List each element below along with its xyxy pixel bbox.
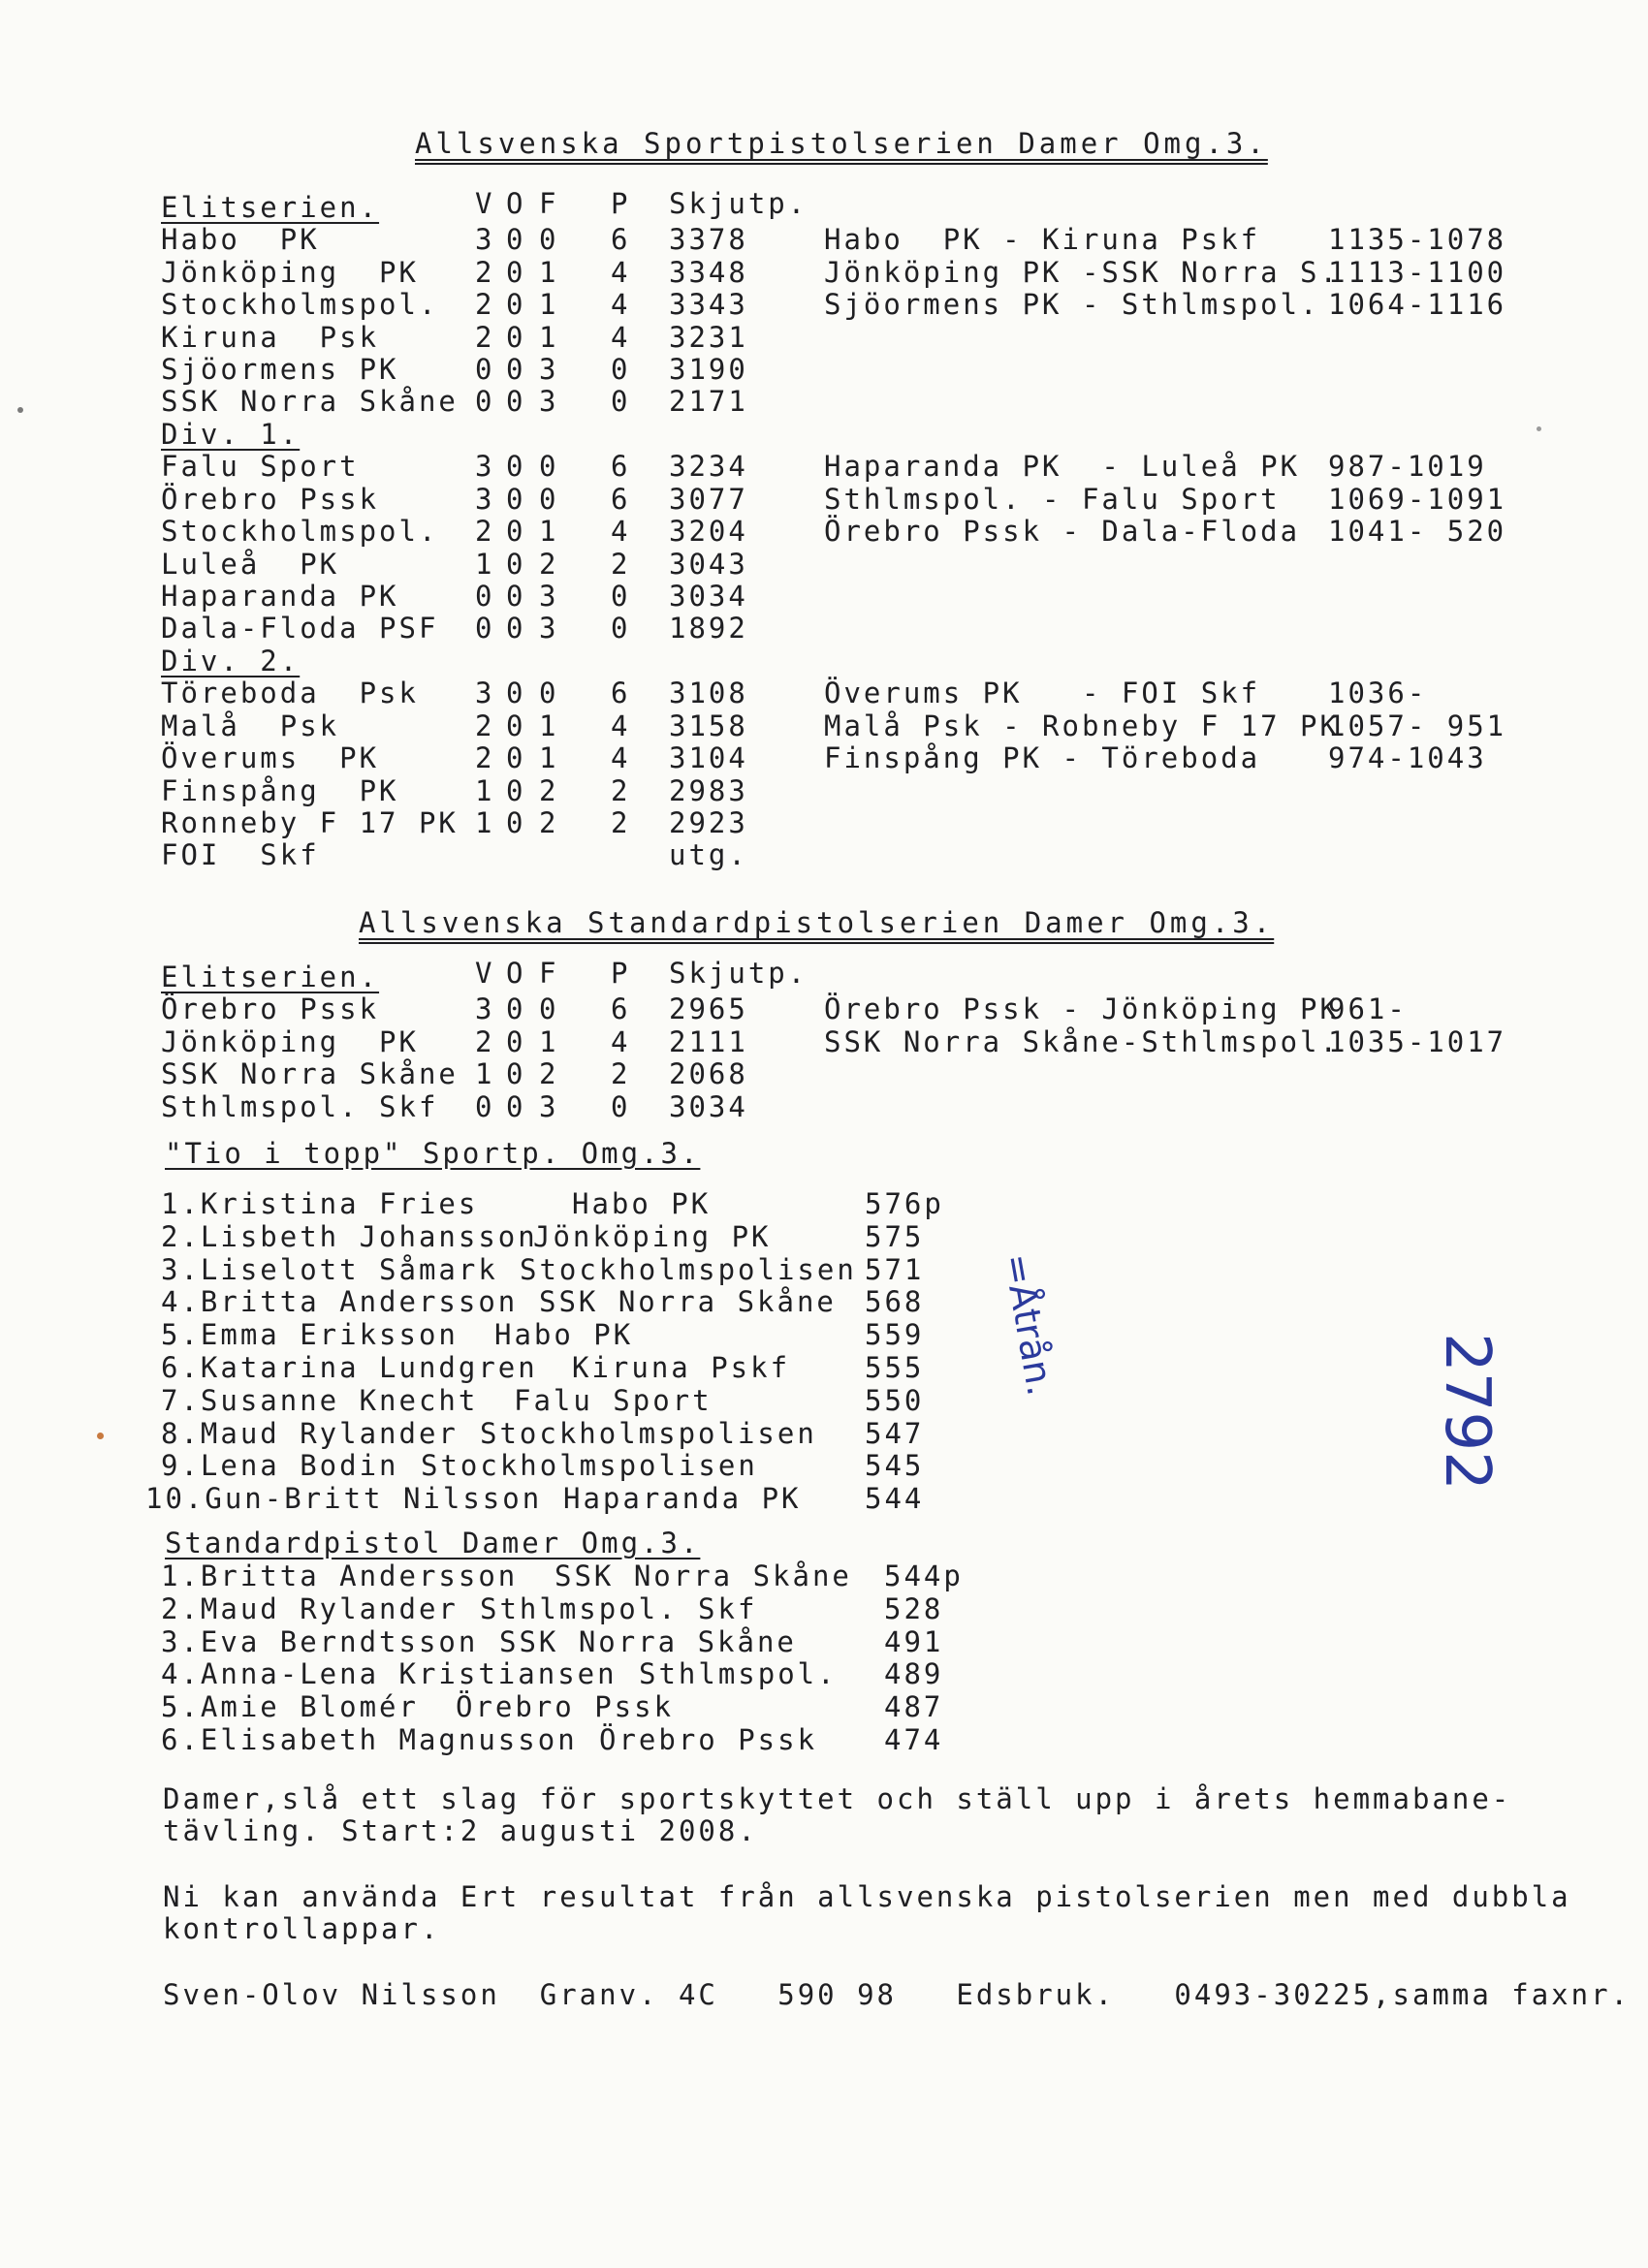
div2-team-name: Malå Psk [161,709,340,742]
div2-losses: 2 [539,806,559,839]
div2-wins: 1 [475,773,495,807]
elit-match-score: 1113-1100 [1328,255,1507,289]
elit-team-name: Jönköping PK [161,255,419,289]
div1-match: Sthlmspol. - Falu Sport [824,482,1281,516]
div1-shooting-points: 3077 [669,482,748,516]
div2-shooting-points: utg. [669,838,748,872]
div1-match-score: 987-1019 [1328,450,1487,484]
div1-losses: 0 [539,482,559,516]
elit-points: 4 [611,255,631,289]
top-ten-score: 568 [865,1285,925,1319]
std-elit-column-header: Skjutp. [669,957,808,990]
std-elit-wins: 3 [475,992,495,1026]
std-elit-points: 2 [611,1057,631,1091]
std-elit-losses: 2 [539,1057,559,1091]
sport-series-title: Allsvenska Sportpistolserien Damer Omg.3. [415,127,1268,160]
top-ten-score: 576p [865,1187,944,1220]
div1-team-name: Stockholmspol. [161,515,439,549]
elit-team-name: Stockholmspol. [161,288,439,322]
elit-match: Jönköping PK -SSK Norra S. [824,255,1340,289]
contact-line: Sven-Olov Nilsson Granv. 4C 590 98 Edsbruk. 0493-30225,samma faxnr. [163,1978,1632,2011]
top-ten-name: 9.Lena Bodin [161,1449,399,1483]
std-elit-points: 4 [611,1024,631,1058]
top-ten-heading: "Tio i topp" Sportp. Omg.3. [165,1137,701,1170]
standard-pistol-club: Sthlmspol. Skf [480,1591,758,1625]
std-elit-shooting-points: 3034 [669,1089,748,1123]
std-elit-column-header: V [475,957,495,990]
div1-wins: 2 [475,515,495,549]
standard-pistol-name: 5.Amie Blomér [161,1690,419,1724]
standard-pistol-club: Örebro Pssk [599,1723,818,1756]
standard-series-title: Allsvenska Standardpistolserien Damer Omg.3. [359,906,1275,939]
elit-draws: 0 [506,320,526,354]
std-elit-losses: 0 [539,992,559,1026]
top-ten-club: Kiruna Pskf [572,1351,791,1384]
std-elit-shooting-points: 2068 [669,1057,748,1091]
top-ten-club: Haparanda PK [563,1482,802,1516]
top-ten-score: 547 [865,1416,925,1450]
div2-draws: 0 [506,773,526,807]
div1-wins: 3 [475,450,495,484]
elit-draws: 0 [506,223,526,257]
elit-losses: 1 [539,320,559,354]
standard-pistol-name: 2.Maud Rylander [161,1591,459,1625]
elit-match-score: 1135-1078 [1328,223,1507,257]
top-ten-club: SSK Norra Skåne [539,1285,837,1319]
elit-points: 0 [611,353,631,386]
div2-shooting-points: 2923 [669,806,748,839]
std-elit-wins: 1 [475,1057,495,1091]
div1-points: 6 [611,482,631,516]
elit-team-name: Kiruna Psk [161,320,380,354]
top-ten-name: 4.Britta Andersson [161,1285,519,1319]
div2-points: 2 [611,806,631,839]
div1-match-score: 1041- 520 [1328,515,1507,549]
div2-shooting-points: 3158 [669,709,748,742]
div2-team-name: Töreboda Psk [161,677,419,710]
elit-points: 0 [611,385,631,419]
standard-pistol-club: SSK Norra Skåne [499,1624,797,1658]
elit-team-name: SSK Norra Skåne [161,385,459,419]
div1-points: 0 [611,612,631,646]
div2-draws: 0 [506,709,526,742]
elit-wins: 0 [475,385,495,419]
elit-match: Sjöormens PK - Sthlmspol. [824,288,1320,322]
elit-losses: 1 [539,255,559,289]
div1-match-score: 1069-1091 [1328,482,1507,516]
div2-team-name: Finspång PK [161,773,399,807]
div2-heading: Div. 2. [161,645,301,677]
div2-wins: 3 [475,677,495,710]
elit-draws: 0 [506,385,526,419]
div1-draws: 0 [506,547,526,581]
top-ten-name: 8.Maud Rylander [161,1416,459,1450]
div1-heading: Div. 1. [161,418,301,451]
top-ten-club: Stockholmspolisen [520,1252,857,1286]
elit-team-name: Sjöormens PK [161,353,399,386]
elit-losses: 0 [539,223,559,257]
top-ten-club: Jönköping PK [533,1219,772,1253]
std-elit-losses: 3 [539,1089,559,1123]
elit-wins: 3 [475,223,495,257]
div2-team-name: FOI Skf [161,838,320,872]
elit-column-header: O [506,187,526,220]
std-elit-losses: 1 [539,1024,559,1058]
standard-pistol-name: 6.Elisabeth Magnusson [161,1723,578,1756]
elit-shooting-points: 3348 [669,255,748,289]
div2-wins: 2 [475,709,495,742]
div1-wins: 0 [475,612,495,646]
div2-wins: 2 [475,741,495,775]
div1-points: 2 [611,547,631,581]
div2-match-score: 1036- [1328,677,1428,710]
std-elit-wins: 0 [475,1089,495,1123]
top-ten-score: 571 [865,1252,925,1286]
div1-shooting-points: 1892 [669,612,748,646]
div1-team-name: Haparanda PK [161,580,399,613]
top-ten-club: Habo PK [494,1318,634,1352]
top-ten-score: 544 [865,1482,925,1516]
elit-draws: 0 [506,255,526,289]
standard-pistol-score: 544p [884,1559,964,1592]
elit-column-header: P [611,187,631,220]
elit-shooting-points: 3343 [669,288,748,322]
elit-match-score: 1064-1116 [1328,288,1507,322]
top-ten-name: 3.Liselott Såmark [161,1252,498,1286]
std-elit-team-name: Örebro Pssk [161,992,380,1026]
top-ten-club: Habo PK [572,1187,712,1220]
std-elit-column-header: P [611,957,631,990]
elit-losses: 1 [539,288,559,322]
div2-match: Finspång PK - Töreboda [824,741,1261,775]
div2-points: 4 [611,709,631,742]
div1-draws: 0 [506,612,526,646]
standard-pistol-score: 474 [884,1723,944,1756]
div1-shooting-points: 3034 [669,580,748,613]
scan-speck [97,1433,104,1439]
div1-wins: 3 [475,482,495,516]
std-elit-wins: 2 [475,1024,495,1058]
div2-match: Malå Psk - Robneby F 17 PK [824,709,1340,742]
standard-pistol-name: 3.Eva Berndtsson [161,1624,479,1658]
top-ten-club: Stockholmspolisen [480,1416,817,1450]
div2-draws: 0 [506,806,526,839]
elit-wins: 2 [475,288,495,322]
top-ten-name: 7.Susanne Knecht [161,1383,479,1417]
standard-pistol-club: SSK Norra Skåne [555,1559,852,1592]
elit-points: 4 [611,320,631,354]
div2-shooting-points: 3108 [669,677,748,710]
top-ten-score: 575 [865,1219,925,1253]
div2-match-score: 974-1043 [1328,741,1487,775]
elit-shooting-points: 3231 [669,320,748,354]
div1-draws: 0 [506,580,526,613]
handwritten-note: =Åtrån. [995,1250,1062,1400]
std-elit-draws: 0 [506,1057,526,1091]
top-ten-score: 555 [865,1351,925,1384]
standard-pistol-name: 1.Britta Andersson [161,1559,519,1592]
elit-wins: 2 [475,320,495,354]
div2-team-name: Ronneby F 17 PK [161,806,459,839]
div1-losses: 3 [539,612,559,646]
div1-losses: 0 [539,450,559,484]
handwritten-number: 2792 [1431,1333,1503,1491]
top-ten-name: 5.Emma Eriksson [161,1318,459,1352]
div2-draws: 0 [506,741,526,775]
div1-draws: 0 [506,515,526,549]
std-elit-points: 6 [611,992,631,1026]
div2-draws: 0 [506,677,526,710]
top-ten-score: 550 [865,1383,925,1417]
std-elit-match: SSK Norra Skåne-Sthlmspol. [824,1024,1340,1058]
std-elit-shooting-points: 2111 [669,1024,748,1058]
div1-shooting-points: 3234 [669,450,748,484]
standard-pistol-club: Sthlmspol. [639,1657,838,1691]
std-elit-draws: 0 [506,1089,526,1123]
rules-text-line: Ni kan använda Ert resultat från allsvenska pistolserien men med dubbla [163,1880,1571,1913]
scan-speck [1537,426,1541,431]
div1-points: 6 [611,450,631,484]
div2-losses: 0 [539,677,559,710]
standard-pistol-score: 528 [884,1591,944,1625]
rules-text-line: kontrollappar. [163,1912,441,1945]
top-ten-score: 559 [865,1318,925,1352]
div1-shooting-points: 3204 [669,515,748,549]
div1-draws: 0 [506,482,526,516]
invitation-text-line: tävling. Start:2 augusti 2008. [163,1814,758,1847]
div2-points: 4 [611,741,631,775]
std-elit-column-header: O [506,957,526,990]
div2-match-score: 1057- 951 [1328,709,1507,742]
div2-shooting-points: 2983 [669,773,748,807]
div1-team-name: Dala-Floda PSF [161,612,439,646]
elit-points: 4 [611,288,631,322]
top-ten-club: Falu Sport [514,1383,713,1417]
div1-team-name: Luleå PK [161,547,340,581]
std-elit-column-header: F [539,957,559,990]
elit-shooting-points: 2171 [669,385,748,419]
standard-pistol-heading: Standardpistol Damer Omg.3. [165,1527,701,1559]
elit-losses: 3 [539,353,559,386]
div1-losses: 1 [539,515,559,549]
standard-pistol-score: 491 [884,1624,944,1658]
div1-match: Haparanda PK - Luleå PK [824,450,1301,484]
scan-speck [17,407,23,413]
div1-team-name: Falu Sport [161,450,360,484]
elit-shooting-points: 3378 [669,223,748,257]
div1-draws: 0 [506,450,526,484]
div2-shooting-points: 3104 [669,741,748,775]
top-ten-name: 2.Lisbeth Johansson [161,1219,538,1253]
std-elit-points: 0 [611,1089,631,1123]
standard-pistol-club: Örebro Pssk [456,1690,675,1724]
std-elit-team-name: Jönköping PK [161,1024,419,1058]
div1-match: Örebro Pssk - Dala-Floda [824,515,1301,549]
elit-draws: 0 [506,288,526,322]
div2-match: Överums PK - FOI Skf [824,677,1261,710]
div1-shooting-points: 3043 [669,547,748,581]
top-ten-club: Stockholmspolisen [421,1449,758,1483]
elit-shooting-points: 3190 [669,353,748,386]
div2-team-name: Överums PK [161,741,380,775]
div2-wins: 1 [475,806,495,839]
elit-points: 6 [611,223,631,257]
standard-pistol-score: 487 [884,1690,944,1724]
div1-losses: 3 [539,580,559,613]
top-ten-name: 6.Katarina Lundgren [161,1351,538,1384]
std-elit-draws: 0 [506,1024,526,1058]
elit-column-header: Skjutp. [669,187,808,220]
invitation-text-line: Damer,slå ett slag för sportskyttet och ställ upp i årets hemmabane- [163,1782,1512,1815]
elit-wins: 2 [475,255,495,289]
std-elit-draws: 0 [506,992,526,1026]
elit-losses: 3 [539,385,559,419]
div1-losses: 2 [539,547,559,581]
elit-draws: 0 [506,353,526,386]
elit-match: Habo PK - Kiruna Pskf [824,223,1261,257]
std-elit-heading: Elitserien. [161,961,380,993]
top-ten-name: 1.Kristina Fries [161,1187,479,1220]
elit-team-name: Habo PK [161,223,320,257]
standard-pistol-name: 4.Anna-Lena Kristiansen [161,1657,618,1691]
div2-losses: 2 [539,773,559,807]
std-elit-shooting-points: 2965 [669,992,748,1026]
div1-wins: 0 [475,580,495,613]
elit-wins: 0 [475,353,495,386]
std-elit-match: Örebro Pssk - Jönköping PK [824,992,1340,1026]
elit-column-header: V [475,187,495,220]
div2-losses: 1 [539,709,559,742]
top-ten-score: 545 [865,1449,925,1483]
std-elit-team-name: Sthlmspol. Skf [161,1089,439,1123]
div2-losses: 1 [539,741,559,775]
div1-points: 4 [611,515,631,549]
div1-wins: 1 [475,547,495,581]
std-elit-match-score: 1035-1017 [1328,1024,1507,1058]
div2-points: 2 [611,773,631,807]
elit-column-header: F [539,187,559,220]
top-ten-name: 10.Gun-Britt Nilsson [145,1482,543,1516]
div1-team-name: Örebro Pssk [161,482,380,516]
std-elit-team-name: SSK Norra Skåne [161,1057,459,1091]
div1-points: 0 [611,580,631,613]
std-elit-match-score: 961- [1328,992,1408,1026]
standard-pistol-score: 489 [884,1657,944,1691]
elit-heading: Elitserien. [161,191,380,224]
div2-points: 6 [611,677,631,710]
